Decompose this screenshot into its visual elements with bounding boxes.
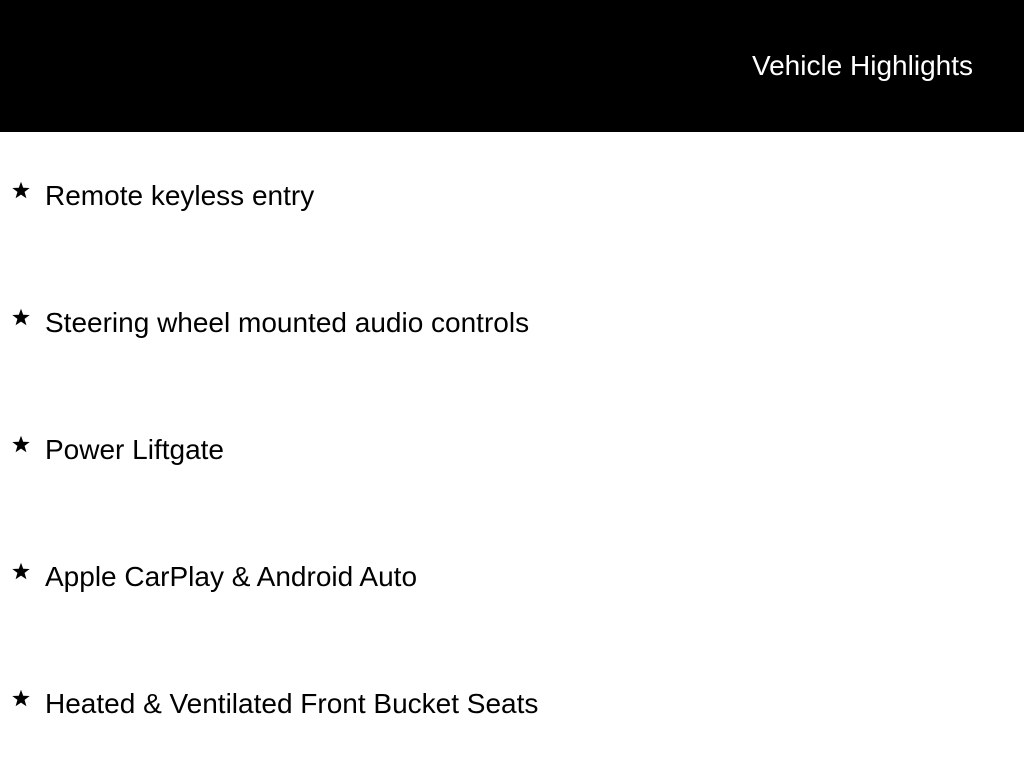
- list-item: [10, 557, 417, 597]
- star-icon: [10, 433, 34, 457]
- page-title: Vehicle Highlights: [751, 50, 973, 81]
- star-icon: [10, 687, 34, 711]
- list-item: [10, 684, 538, 724]
- highlight-label: Apple CarPlay & Android Auto: [45, 561, 418, 592]
- header-bar: [0, 0, 1024, 132]
- highlight-label: Steering wheel mounted audio controls: [45, 307, 530, 338]
- star-icon: [10, 560, 34, 584]
- list-item: [10, 303, 529, 343]
- star-icon: [10, 306, 34, 330]
- highlight-label: Remote keyless entry: [45, 180, 315, 211]
- list-item: [10, 176, 314, 216]
- highlight-label: Power Liftgate: [45, 434, 224, 465]
- star-icon: [10, 179, 34, 203]
- list-item: [10, 430, 224, 470]
- highlights-list: [0, 132, 1024, 768]
- highlight-label: Heated & Ventilated Front Bucket Seats: [45, 688, 539, 719]
